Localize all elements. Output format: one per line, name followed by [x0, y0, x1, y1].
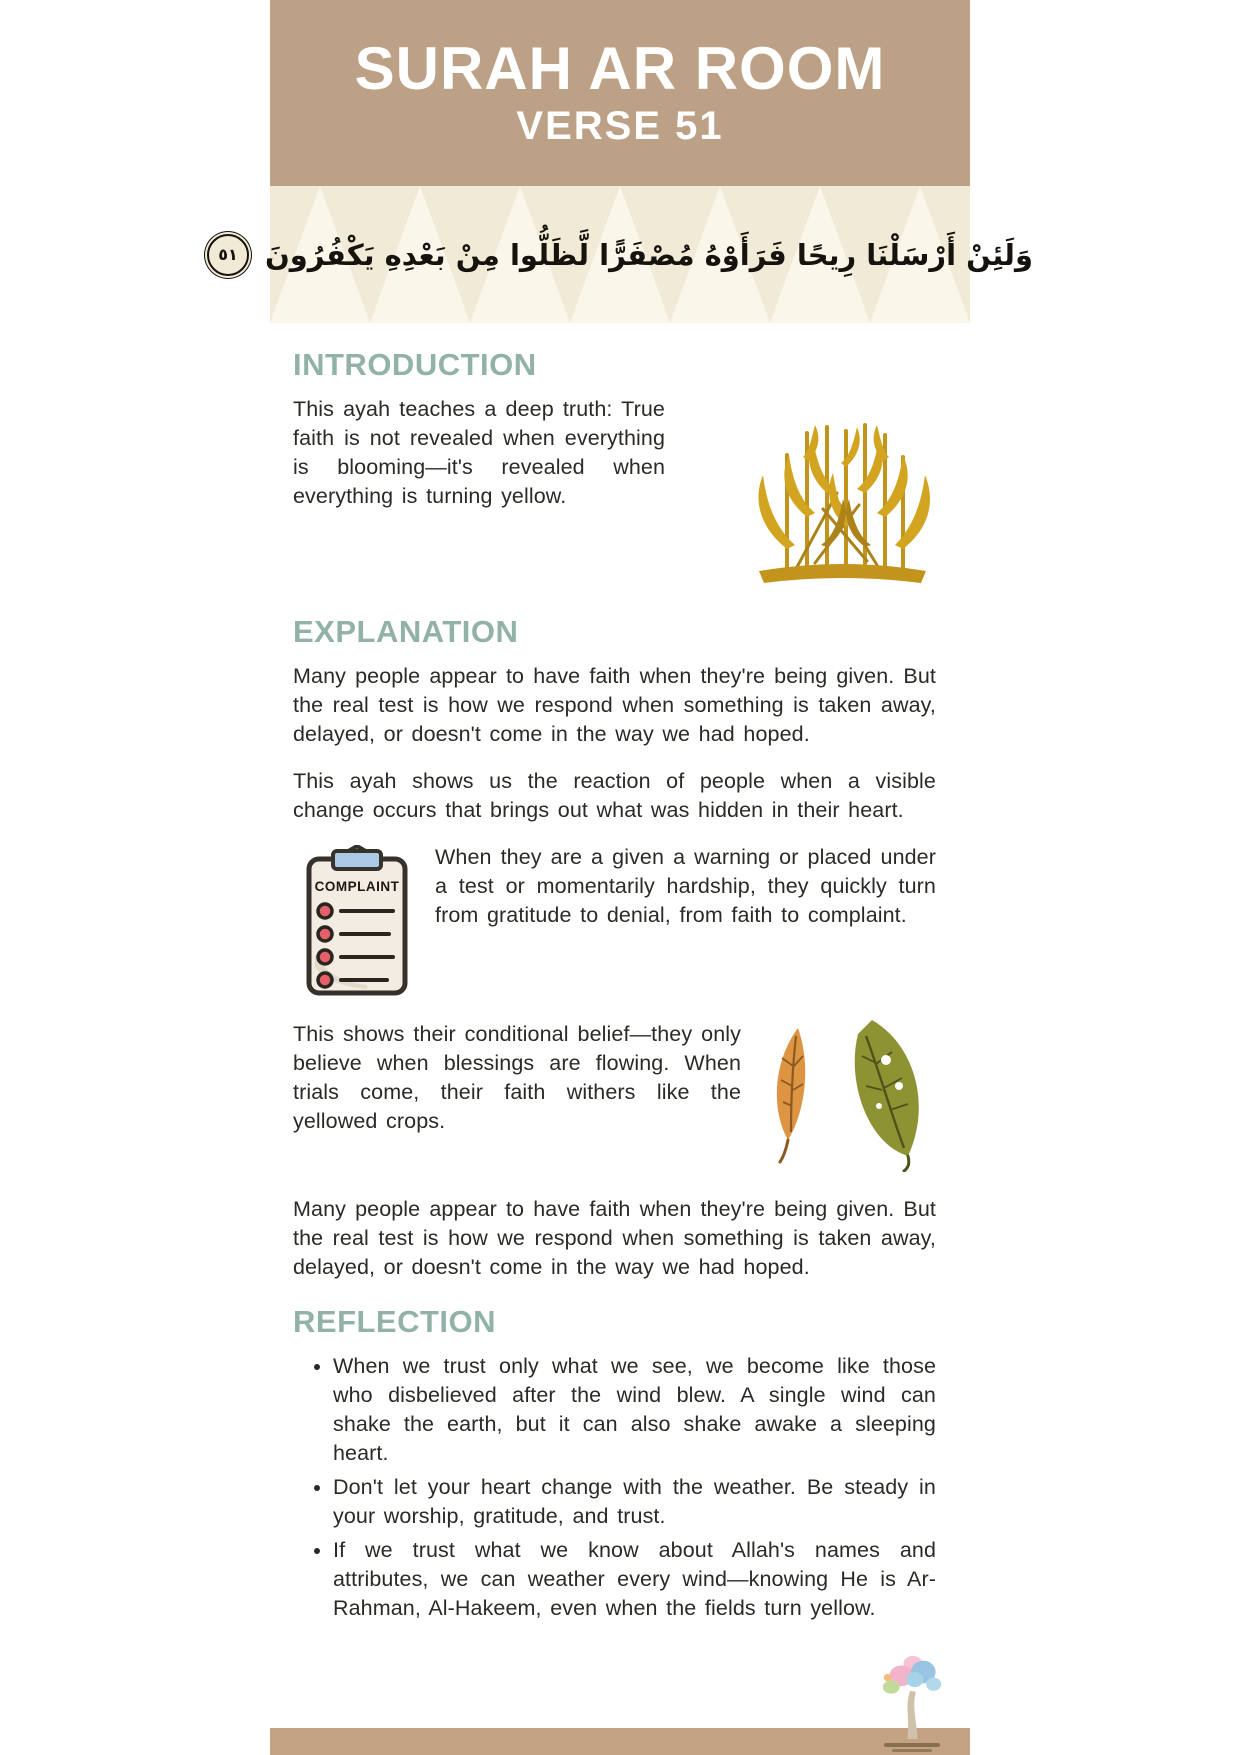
complaint-paragraph: When they are a given a warning or placed under a test or momentarily hardship, they quickly turn from gratitude to denial, from faith to complaint. [435, 845, 936, 927]
publisher-tree-logo [876, 1651, 948, 1754]
reflection-bullet: • Don't let your heart change with the weather. Be steady in your worship, gratitude, and trust. [333, 1473, 936, 1531]
arabic-verse [218, 186, 1033, 323]
reflection-bullet: • If we trust what we know about Allah's names and attributes, we can weather every wind—knowing He is Ar-Rahman, Al-Hakeem, even when the fields turn yellow. [333, 1536, 936, 1623]
wheat-crops-illustration [749, 397, 936, 592]
conditional-belief-paragraph: This shows their conditional belief—they only believe when blessings are flowing. When trials come, their faith withers like the yellowed crops. [293, 1022, 741, 1133]
complaint-label: COMPLAINT [314, 879, 400, 894]
logo-caption [884, 1743, 940, 1747]
verse-band [218, 186, 1033, 323]
explanation-paragraph-1: Many people appear to have faith when they're being given. But the real test is how we respond when something is taken away, delayed, or doesn't come in the way we had hoped. [293, 664, 936, 746]
section-heading-introduction: INTRODUCTION [293, 347, 537, 382]
content-column [218, 0, 1033, 1755]
conditional-belief-row [293, 1020, 936, 1177]
autumn-leaves-illustration [758, 1014, 936, 1177]
arabic-verse-text: وَلَئِنْ أَرْسَلْنَا رِيحًا فَرَأَوْهُ مُصْفَرًّا لَّظَلُّوا مِنْ بَعْدِهِ يَكْفُرُونَ [265, 237, 1033, 272]
introduction-paragraph: This ayah teaches a deep truth: True faith is not revealed when everything is blooming—it's revealed when everything is turning yellow. [293, 397, 665, 508]
complaint-clipboard-illustration [305, 845, 409, 1002]
complaint-row [293, 843, 936, 1002]
tree-icon [879, 1651, 945, 1741]
explanation-paragraph-2: This ayah shows us the reaction of people when a visible change occurs that brings out what was hidden in their heart. [293, 769, 936, 822]
header-banner [270, 0, 970, 186]
ayah-number-badge: ٥١ [207, 234, 249, 276]
page-subtitle: VERSE 51 [516, 104, 724, 148]
page-title: SURAH AR ROOM [354, 35, 886, 102]
logo-caption [892, 1749, 932, 1752]
main-content [270, 323, 970, 1623]
section-heading-reflection: REFLECTION [293, 1304, 497, 1339]
section-heading-explanation: EXPLANATION [293, 614, 519, 649]
footer-bar [270, 1728, 970, 1755]
explanation-paragraph-repeat: Many people appear to have faith when they're being given. But the real test is how we respond when something is taken away, delayed, or doesn't come in the way we had hoped. [293, 1197, 936, 1279]
introduction-row [293, 395, 936, 592]
reflection-bullet: • When we trust only what we see, we become like those who disbelieved after the wind blew. A single wind can shake the earth, but it can also shake awake a sleeping heart. [333, 1352, 936, 1468]
reflection-list [293, 1352, 936, 1623]
